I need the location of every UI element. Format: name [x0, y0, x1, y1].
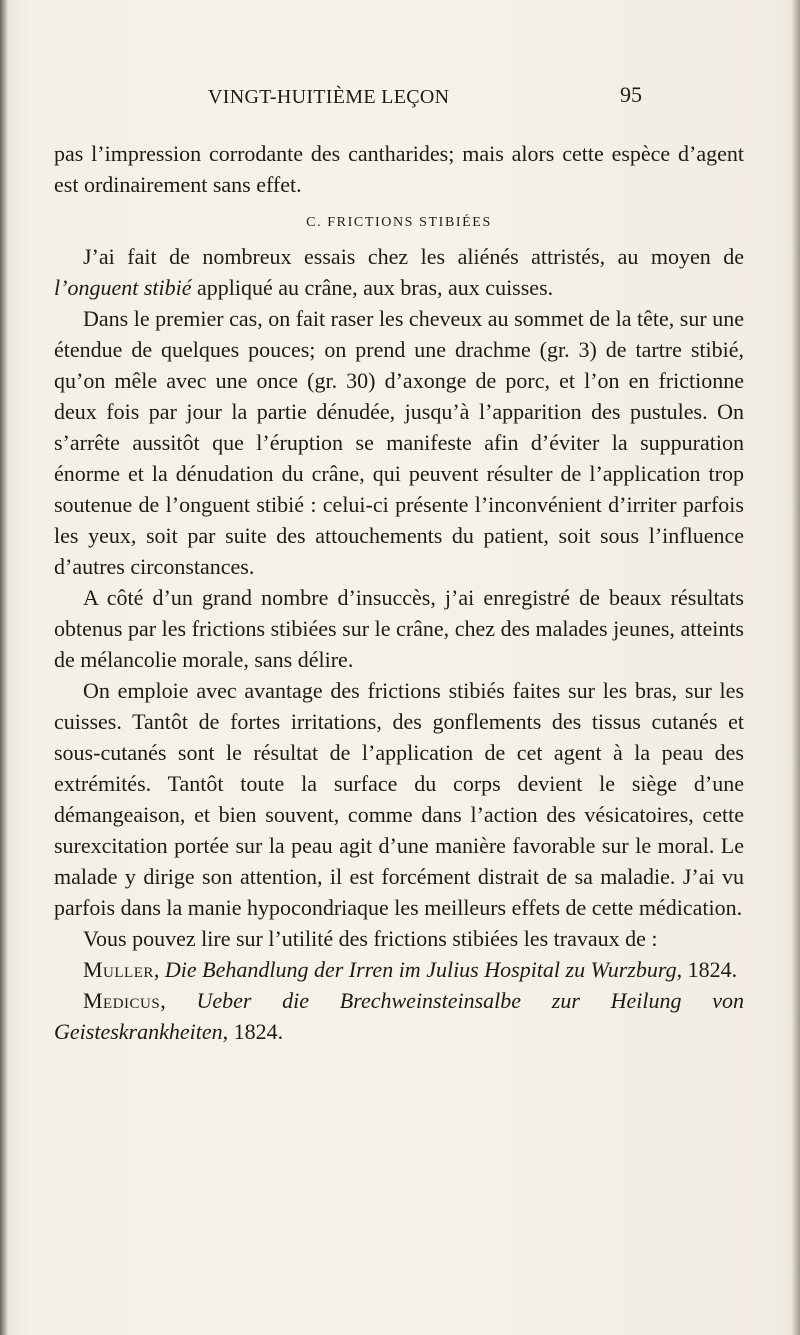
reference-year: , 1824. [222, 1019, 284, 1044]
page-binding-shadow [0, 0, 8, 1335]
onguent-stibie-term: l’onguent stibié [54, 275, 192, 300]
paragraph-results: A côté d’un grand nombre d’insuccès, j’ai enregistré de beaux résultats obtenus par les frictions stibiées sur le crâne, chez des malades jeunes, atteints de mélancolie morale, sans délire. [54, 585, 744, 672]
page-number: 95 [620, 82, 642, 107]
running-title: VINGT-HUITIÈME LEÇON [208, 86, 450, 108]
paragraph-frictions: On emploie avec avantage des frictions stibiés faites sur les bras, sur les cuisses. Tantôt de fortes irritations, des gonflements des tissus cutanés et sous-cutanés sont le résultat de l’application de cet agent à la peau des extrémités. Tantôt toute la surface du corps devient le siège d’une démangeaison, et bien souvent, comme dans l’action des vésicatoires, cette surexcitation portée sur la peau agit d’une manière favorable sur le moral. Le malade y dirige son attention, il est forcément distrait de sa maladie. J’ai vu parfois dans la manie hypocondriaque les meilleurs effets de cette médication. [54, 678, 744, 920]
page-header [0, 82, 800, 116]
paragraph-intro-text-a: J’ai fait de nombreux essais chez les aliénés attristés, au moyen de [83, 244, 744, 269]
paragraph-continued: pas l’impression corrodante des cantharides; mais alors cette espèce d’agent est ordinairement sans effet. [54, 141, 744, 197]
body-text [54, 138, 744, 1047]
reference-author: Muller [83, 957, 154, 982]
reference-title: Die Behandlung der Irren im Julius Hospital zu Wurzburg [164, 957, 677, 982]
reference-title: Ueber die Brechweinsteinsalbe zur Heilung von Geisteskrankheiten [54, 988, 745, 1044]
paragraph-further-reading: Vous pouvez lire sur l’utilité des frictions stibiées les travaux de : [83, 926, 658, 951]
paragraph-procedure: Dans le premier cas, on fait raser les cheveux au sommet de la tête, sur une étendue de quelques pouces; on prend une drachme (gr. 3) de tartre stibié, qu’on mêle avec une once (gr. 30) d’axonge de porc, et l’on en frictionne deux fois par jour la partie dénudée, jusqu’à l’apparition des pustules. On s’arrête aussitôt que l’éruption se manifeste afin d’éviter la suppuration énorme et la dénudation du crâne, qui peuvent résulter de l’application trop soutenue de l’onguent stibié : celui-ci présente l’inconvénient d’irriter parfois les yeux, soit par suite des attouchements du patient, soit sous l’influence d’autres circonstances. [54, 306, 744, 579]
page-edge-shadow [790, 0, 800, 1335]
reference-year: , 1824. [676, 957, 738, 982]
reference-author: Medicus [83, 988, 161, 1013]
section-heading: C. FRICTIONS STIBIÉES [306, 215, 492, 230]
reference-item: Medicus, Ueber die Brechweinsteinsalbe zur Heilung von Geisteskrankheiten, 1824. [54, 988, 745, 1044]
paragraph-intro-text-b: appliqué au crâne, aux bras, aux cuisses. [191, 275, 554, 300]
reference-item: Muller, Die Behandlung der Irren im Julius Hospital zu Wurzburg, 1824. [83, 957, 738, 982]
paragraph-intro [54, 241, 744, 303]
